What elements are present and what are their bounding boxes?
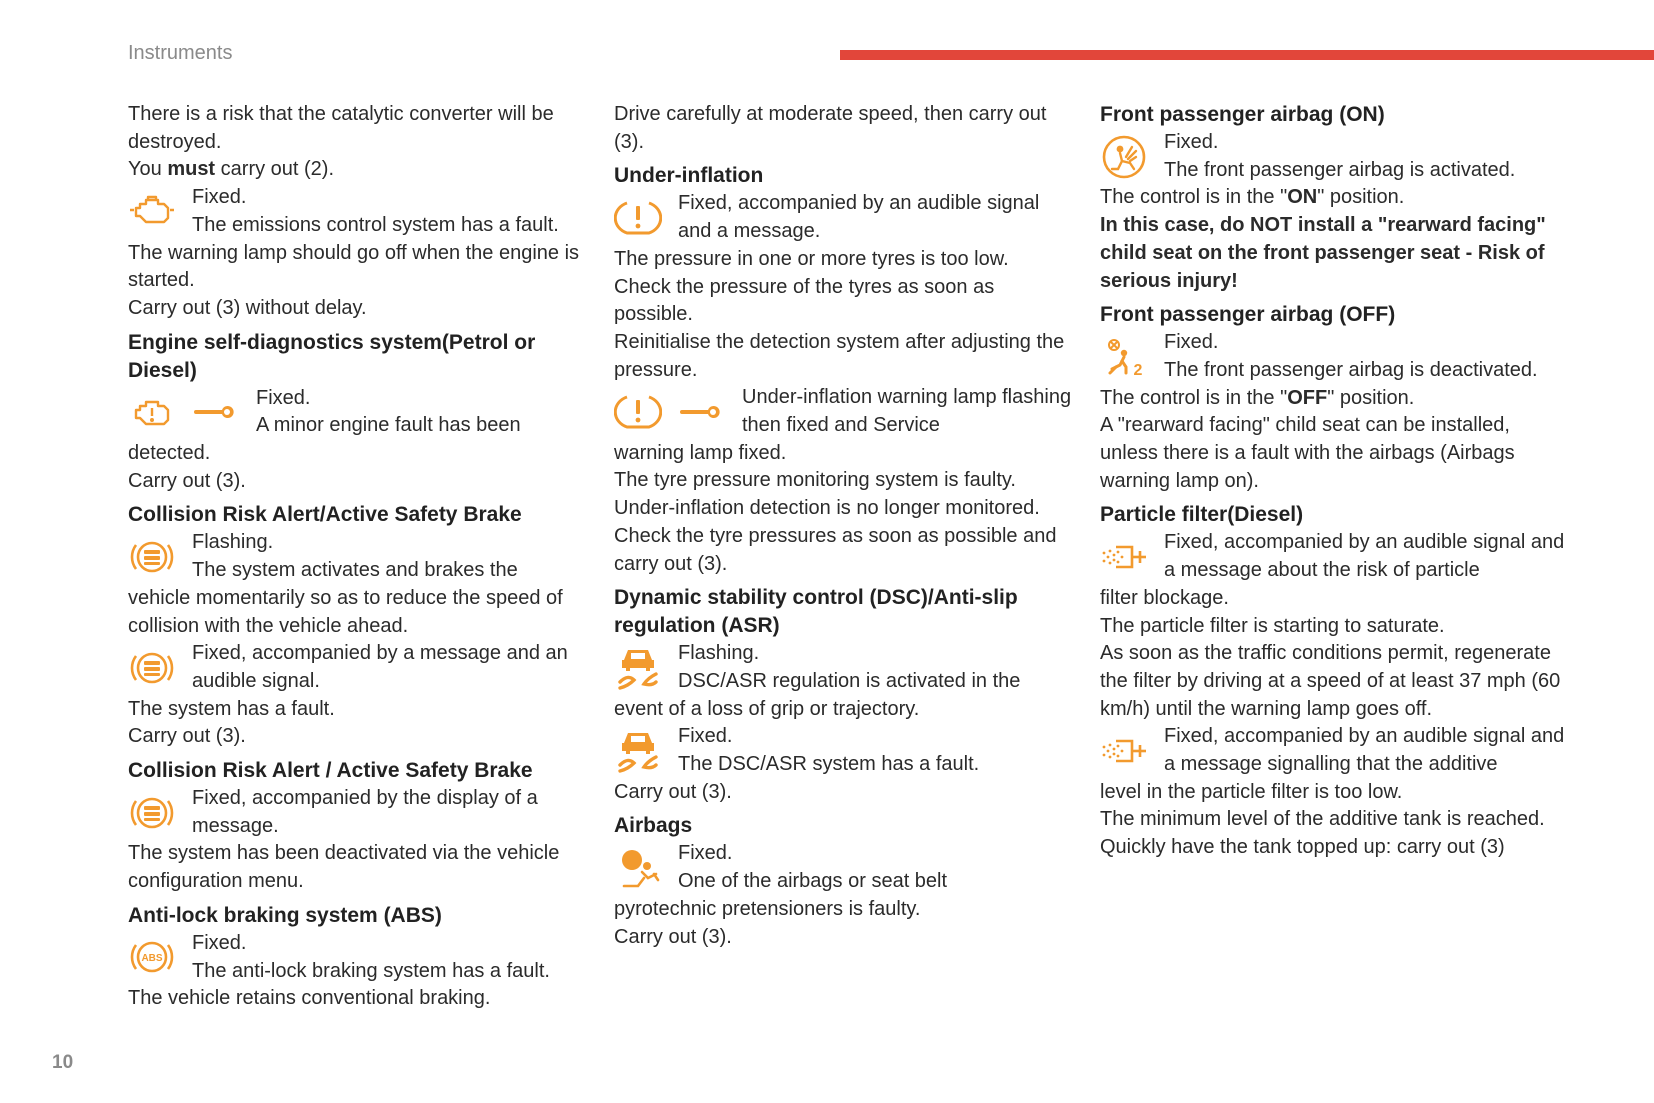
wrench-icon [190,388,238,436]
collision3-deactivated: The system has been deactivated via the vehicle configuration menu. [128,842,560,893]
collision2-line-1: Fixed, accompanied by a message and an audible signal. [192,642,568,692]
svg-text:2: 2 [1133,361,1143,379]
collision-flashing-entry [128,529,588,584]
particle-filter-entry-1 [1100,529,1570,584]
dsc1-line-1: Flashing. [678,642,760,665]
must-carry-out: You must carry out (2). [128,158,335,181]
collision-brake-icon [128,789,176,837]
emissions-entry [128,184,588,239]
carry-out-without-delay: Carry out (3) without delay. [128,296,367,319]
heading-particle-filter: Particle filter(Diesel) [1100,503,1304,527]
airbag-on-line-1: Fixed. [1164,131,1219,153]
heading-collision-risk-1: Collision Risk Alert/Active Safety Brake [128,503,522,527]
under2-line-1: Under-inflation warning lamp flashing then fixed and Service [742,386,1072,437]
engine-fault-entry [128,385,588,440]
collision1-line-2: The system activates and brakes the [192,559,518,582]
lamp-go-off-text: The warning lamp should go off when the engine is started. [128,241,580,292]
pf2-cont: level in the particle filter is too low. [1100,780,1403,803]
airbag-off-child-seat: A "rearward facing" child seat can be installed, unless there is a fault with the airbags (Airbags warning lamp on). [1100,414,1515,492]
column-3 [1100,101,1570,862]
dsc2-carry-out: Carry out (3). [614,780,732,803]
header-title: Instruments [128,42,233,64]
column-1 [128,101,588,1013]
pf1-cont: filter blockage. [1100,586,1229,609]
airbags-entry [614,840,1074,895]
under-line-1: Fixed, accompanied by an audible signal and a message. [678,192,1040,243]
engine-line-1: Fixed. [256,386,311,409]
airbags-line-1: Fixed. [678,842,733,865]
collision-brake-icon [128,644,176,692]
heading-dsc: Dynamic stability control (DSC)/Anti-slip regulation (ASR) [614,586,1018,638]
engine-icon [128,186,176,234]
engine-carry-out: Carry out (3). [128,469,246,492]
collision-brake-icon [128,533,176,581]
skid-car-icon [614,727,662,775]
pf1-saturate: The particle filter is starting to saturate. [1100,614,1445,637]
heading-engine-self-diagnostics: Engine self-diagnostics system(Petrol or Diesel) [128,330,536,382]
column-2 [614,101,1074,951]
catalytic-text: There is a risk that the catalytic converter will be destroyed. [128,103,554,153]
airbag-off-entry [1100,329,1570,384]
airbag-on-control: The control is in the "ON" position. [1100,186,1405,209]
airbag-icon [614,844,662,892]
svg-text:ABS: ABS [141,953,163,965]
engine-line-2: A minor engine fault has been [256,414,521,437]
airbags-cont: pyrotechnic pretensioners is faulty. [614,897,921,920]
particle-filter-icon [1100,533,1148,581]
passenger-airbag-off-icon [1100,333,1148,381]
collision1-line-1: Flashing. [192,531,274,554]
heading-collision-risk-2: Collision Risk Alert / Active Safety Brake [128,759,533,783]
particle-filter-entry-2 [1100,723,1570,778]
collision-fixed-entry [128,640,588,695]
dsc1-cont: event of a loss of grip or trajectory. [614,697,920,720]
abs-entry [128,930,588,985]
under2-cont: warning lamp fixed. [614,441,787,464]
dsc2-line-1: Fixed. [678,725,733,748]
heading-under-inflation: Under-inflation [614,164,764,188]
under2-not-monitored: Under-inflation detection is no longer monitored. [614,497,1040,520]
abs-line-1: Fixed. [192,931,247,954]
pf2-minimum: The minimum level of the additive tank is reached. [1100,808,1545,831]
dsc-flashing-entry [614,640,1074,695]
pf2-top-up: Quickly have the tank topped up: carry out (3) [1100,836,1505,859]
heading-airbag-on: Front passenger airbag (ON) [1100,103,1385,126]
airbag-off-line-2: The front passenger airbag is deactivated. [1164,358,1538,381]
under-reinitialise: Reinitialise the detection system after adjusting the pressure. [614,330,1065,381]
passenger-airbag-on-icon [1100,133,1148,181]
tyre-pressure-icon [614,194,662,242]
under-inflation-fault-entry [614,384,1074,439]
engine-detected: detected. [128,442,211,465]
emissions-line-1: Fixed. [192,186,247,209]
page-number: 10 [52,1052,74,1073]
collision1-cont: vehicle momentarily so as to reduce the speed of collision with the vehicle ahead. [128,586,563,637]
under2-faulty: The tyre pressure monitoring system is faulty. [614,469,1016,492]
under2-check: Check the tyre pressures as soon as possible and carry out (3). [614,524,1057,575]
collision2-carry-out: Carry out (3). [128,725,246,748]
heading-abs: Anti-lock braking system (ABS) [128,903,442,927]
collision-deactivated-entry [128,785,588,840]
airbag-off-line-1: Fixed. [1164,331,1219,354]
under-pressure-low: The pressure in one or more tyres is too low. [614,247,1009,270]
airbag-on-entry [1100,129,1570,184]
abs-line-2: The anti-lock braking system has a fault. [192,959,550,982]
airbags-carry-out: Carry out (3). [614,925,732,948]
collision2-fault: The system has a fault. [128,697,335,720]
collision3-line-1: Fixed, accompanied by the display of a message. [192,787,538,837]
heading-airbag-off: Front passenger airbag (OFF) [1100,303,1396,327]
header-accent-bar [840,50,1654,60]
abs-conventional: The vehicle retains conventional braking. [128,987,491,1010]
engine-fault-icon [128,388,176,436]
dsc2-line-2: The DSC/ASR system has a fault. [678,753,980,776]
tyre-pressure-icon [614,388,662,436]
skid-car-icon [614,644,662,692]
abs-icon [128,933,176,981]
pf1-line-1: Fixed, accompanied by an audible signal and a message about the risk of particle [1164,531,1565,582]
wrench-icon [676,388,724,436]
airbag-on-warning: In this case, do NOT install a "rearward facing" child seat on the front passenger seat - Risk of serious injury! [1100,214,1546,292]
pf2-line-1: Fixed, accompanied by an audible signal and a message signalling that the additive [1164,725,1565,776]
airbag-on-line-2: The front passenger airbag is activated. [1164,158,1516,181]
dsc-fixed-entry [614,723,1074,778]
heading-airbags: Airbags [614,814,693,838]
airbags-line-2: One of the airbags or seat belt [678,870,948,893]
airbag-off-control: The control is in the "OFF" position. [1100,386,1415,409]
drive-carefully: Drive carefully at moderate speed, then carry out (3). [614,103,1047,153]
emissions-line-2: The emissions control system has a fault. [192,213,559,236]
dsc1-line-2: DSC/ASR regulation is activated in the [678,669,1021,692]
under-inflation-entry [614,190,1074,245]
under-check: Check the pressure of the tyres as soon as possible. [614,275,995,326]
pf1-regenerate: As soon as the traffic conditions permit, regenerate the filter by driving at a speed of at least 37 mph (60 km/h) until the warning lamp goes off. [1100,642,1561,720]
particle-filter-icon [1100,727,1148,775]
